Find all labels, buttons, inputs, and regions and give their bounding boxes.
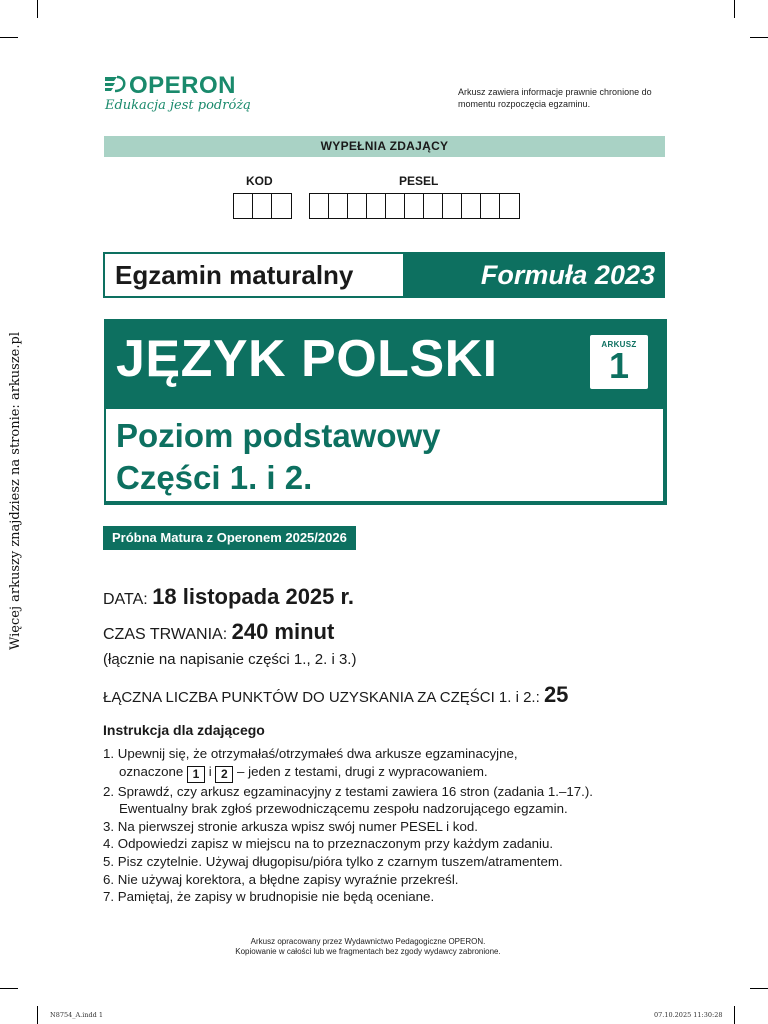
pesel-field[interactable]: [309, 193, 520, 219]
pesel-digit-box[interactable]: [348, 194, 367, 218]
instruction-item-cont: [103, 763, 663, 783]
points-line: [103, 682, 568, 708]
kod-digit-box[interactable]: [253, 194, 272, 218]
slug-timestamp: 07.10.2025 11:30:28: [654, 1011, 723, 1019]
kod-label: KOD: [246, 174, 273, 188]
book-icon: [103, 74, 127, 94]
instruction-text: oznaczone: [119, 763, 188, 779]
legal-notice: Arkusz zawiera informacje prawnie chronione do momentu rozpoczęcia egzaminu.: [458, 87, 652, 109]
fill-by-examinee-bar: WYPEŁNIA ZDAJĄCY: [104, 136, 665, 157]
brand-name: OPERON: [129, 72, 237, 99]
crop-mark: [37, 1006, 38, 1024]
date-label: DATA:: [103, 591, 153, 608]
instruction-item: 3. Na pierwszej stronie arkusza wpisz swój numer PESEL i kod.: [103, 818, 478, 834]
instruction-item: 5. Pisz czytelnie. Używaj długopisu/pióra tylko z czarnym tuszem/atramentem.: [103, 853, 563, 869]
exam-formula-banner: [103, 252, 665, 298]
instruction-text: – jeden z testami, drugi z wypracowaniem.: [233, 763, 488, 779]
exam-formula: Formuła 2023: [403, 254, 663, 296]
trial-exam-badge: Próbna Matura z Operonem 2025/2026: [103, 526, 356, 550]
sheet-2-box: 2: [215, 766, 233, 783]
pesel-digit-box[interactable]: [329, 194, 348, 218]
crop-mark: [750, 37, 768, 38]
duration-value: 240 minut: [231, 619, 335, 644]
crop-mark: [37, 0, 38, 18]
duration-note: [103, 651, 356, 669]
pesel-digit-box[interactable]: [386, 194, 405, 218]
sheet-number: 1: [608, 345, 630, 386]
crop-mark: [0, 37, 18, 38]
exam-parts: Części 1. i 2.: [116, 459, 313, 496]
sheet-1-box: 1: [187, 766, 205, 783]
date-value: 18 listopada 2025 r.: [152, 584, 354, 609]
pesel-label: PESEL: [399, 174, 439, 188]
pesel-digit-box[interactable]: [481, 194, 500, 218]
side-watermark-text: Więcej arkuszy znajdziesz na stronie: arkusze.pl: [8, 332, 23, 650]
duration-line: [103, 619, 334, 645]
instruction-item: 4. Odpowiedzi zapisz w miejscu na to przeznaczonym przy każdym zadaniu.: [103, 836, 554, 852]
duration-label: CZAS TRWANIA:: [103, 626, 232, 643]
duration-note-text: (łącznie na napisanie części 1., 2. i 3.): [103, 651, 357, 668]
kod-digit-box[interactable]: [272, 194, 291, 218]
pesel-digit-box[interactable]: [367, 194, 386, 218]
pesel-digit-box[interactable]: [424, 194, 443, 218]
subject-block: [104, 319, 667, 505]
points-label: ŁĄCZNA LICZBA PUNKTÓW DO UZYSKANIA ZA CZĘŚCI 1. i 2.:: [103, 689, 544, 706]
crop-mark: [734, 0, 735, 18]
footer-line: Arkusz opracowany przez Wydawnictwo Pedagogiczne OPERON.: [250, 937, 486, 946]
pesel-digit-box[interactable]: [405, 194, 424, 218]
pesel-digit-box[interactable]: [310, 194, 329, 218]
points-value: 25: [543, 682, 569, 707]
level-box: [106, 409, 663, 501]
instructions-list: [103, 745, 663, 906]
kod-field[interactable]: [233, 193, 292, 219]
instruction-item: 2. Sprawdź, czy arkusz egzaminacyjny z testami zawiera 16 stron (zadania 1.–17.).: [103, 783, 593, 799]
instruction-text: i: [205, 763, 216, 779]
date-line: [103, 584, 354, 610]
subject-title: JĘZYK POLSKI: [116, 330, 498, 388]
crop-mark: [734, 1006, 735, 1024]
pesel-digit-box[interactable]: [500, 194, 519, 218]
instructions-title: Instrukcja dla zdającego: [103, 722, 265, 738]
operon-logo: [103, 72, 273, 118]
footer-line: Kopiowanie w całości lub we fragmentach bez zgody wydawcy zabronione.: [235, 947, 501, 956]
slug-file: N8754_A.indd 1: [50, 1011, 104, 1019]
pesel-digit-box[interactable]: [443, 194, 462, 218]
publisher-footer: [180, 937, 556, 957]
exam-type: Egzamin maturalny: [105, 254, 403, 296]
exam-level: Poziom podstawowy: [116, 417, 441, 454]
instruction-item: 7. Pamiętaj, że zapisy w brudnopisie nie będą oceniane.: [103, 889, 435, 905]
kod-digit-box[interactable]: [234, 194, 253, 218]
crop-mark: [0, 988, 18, 989]
pesel-digit-box[interactable]: [462, 194, 481, 218]
instruction-item: 1. Upewnij się, że otrzymałaś/otrzymałeś dwa arkusze egzaminacyjne,: [103, 746, 518, 761]
sheet-badge: [590, 335, 648, 389]
sheet-label: ARKUSZ: [601, 340, 637, 349]
brand-tagline: Edukacja jest podróżą: [105, 98, 251, 113]
instruction-item-cont: Ewentualny brak zgłoś przewodniczącemu zespołu nadzorującego egzamin.: [119, 801, 568, 817]
instruction-item: 6. Nie używaj korektora, a błędne zapisy wyraźnie przekreśl.: [103, 871, 459, 887]
crop-mark: [750, 988, 768, 989]
